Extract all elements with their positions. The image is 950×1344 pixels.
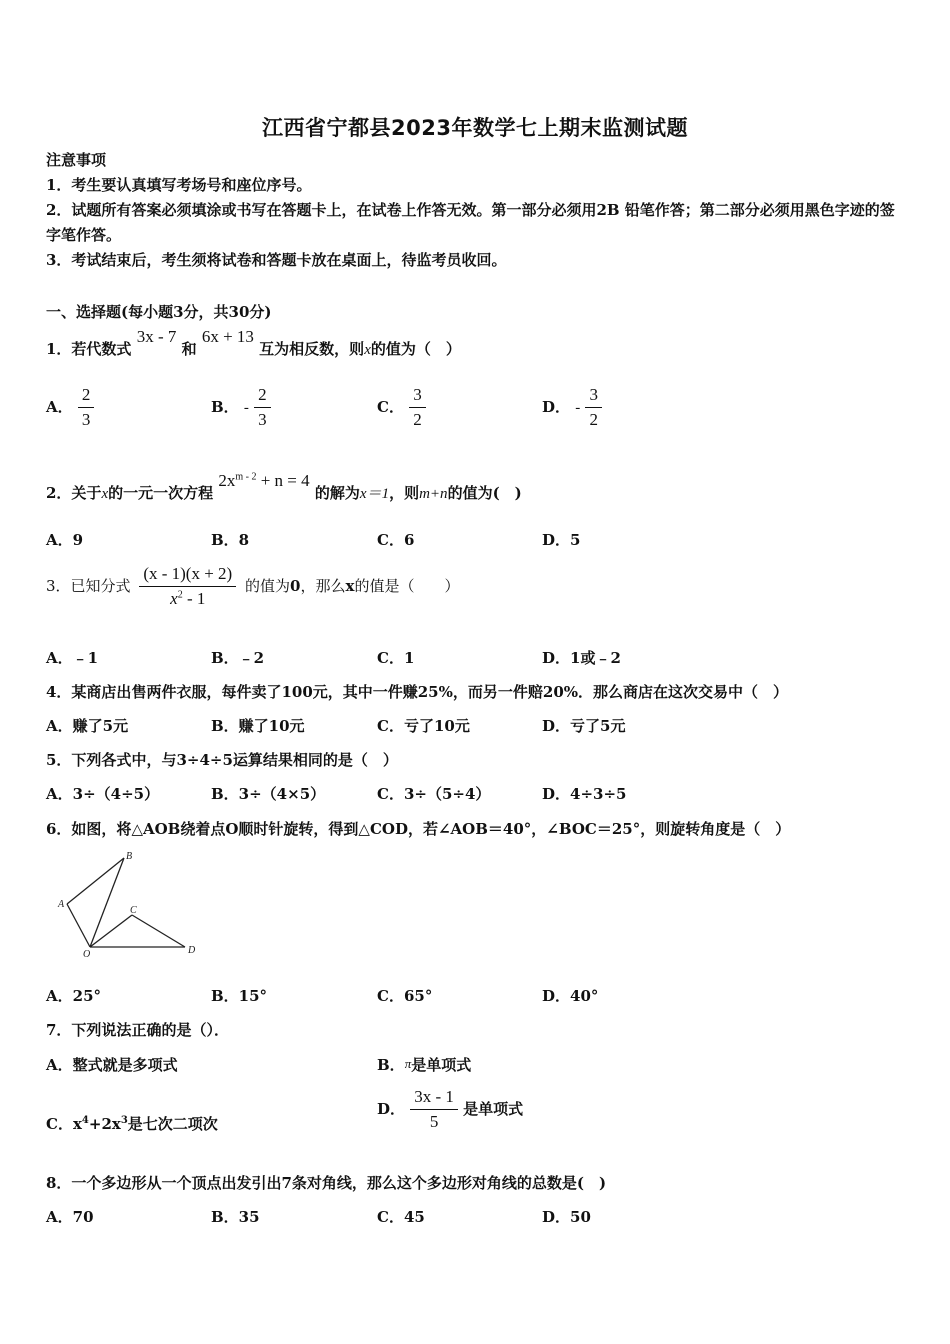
q2-prefix: 2．关于	[46, 484, 102, 502]
notice-section	[46, 148, 908, 273]
q6-option-c: C．65°	[377, 987, 433, 1005]
label-c: C	[130, 905, 137, 916]
q1-suffix-b: 的值为（ ）	[370, 340, 461, 358]
q7-c-label: C．	[46, 1115, 73, 1133]
q2-suffix-a: 的解为	[314, 484, 360, 502]
question-8-stem: 8．一个多边形从一个顶点出发引出7条对角线，那么这个多边形对角线的总数是( )	[46, 1174, 607, 1192]
q1-option-c	[377, 385, 426, 431]
q7-c-mid: +2x	[88, 1115, 121, 1133]
q3-zero: 0	[290, 576, 301, 595]
question-5-stem: 5．下列各式中，与3÷4÷5运算结果相同的是（ ）	[46, 751, 398, 769]
rotation-figure	[52, 850, 212, 962]
q4-option-b: B．赚了10元	[211, 717, 305, 735]
q7-d-num: 3x - 1	[414, 1087, 454, 1106]
page-title: 江西省宁都县2023年数学七上期末监测试题	[262, 116, 688, 140]
segment-cd	[132, 915, 185, 947]
q2-suffix-c: 的值为( )	[447, 484, 522, 502]
q7-option-a: A．整式就是多项式	[46, 1056, 178, 1074]
q2-equation	[218, 471, 309, 490]
q1-option-a	[46, 385, 94, 431]
q1-d-frac	[585, 385, 602, 431]
q1-b-den: 3	[254, 407, 271, 430]
q7-d-text: 是单项式	[463, 1099, 524, 1118]
question-2-stem	[46, 471, 522, 503]
q5-option-b: B．3÷（4×5）	[211, 785, 326, 803]
q3-x: x	[345, 576, 355, 595]
notice-heading: 注意事项	[46, 151, 107, 169]
q7-d-frac	[410, 1087, 458, 1133]
q3-fraction	[139, 564, 236, 610]
section-heading: 一、选择题(每小题3分，共30分)	[46, 303, 272, 321]
q3-den-base: x	[170, 589, 178, 609]
q1-d-sign: -	[575, 399, 581, 416]
q7-d-label: D．	[377, 1099, 406, 1118]
q6-option-d: D．40°	[542, 987, 599, 1005]
notice-item-2: 2．试题所有答案必须填涂或书写在答题卡上，在试卷上作答无效。第一部分必须用2B 铅笔作答；第二部分必须用黑色字迹的签字笔作答。	[46, 201, 895, 244]
q3-option-b: B．﹣2	[211, 649, 265, 667]
q1-b-label: B．	[211, 397, 239, 416]
q1-suffix-a: 互为相反数，则	[259, 340, 365, 358]
q7-option-b	[377, 1054, 471, 1075]
q1-a-den: 3	[78, 407, 95, 430]
q6-option-b: B．15°	[211, 987, 268, 1005]
q3-den-exp: 2	[177, 589, 183, 601]
q1-c-num: 3	[413, 385, 422, 404]
q3-suffix-c: 的值是（ ）	[354, 576, 460, 595]
q1-expr2: 6x + 13	[201, 327, 254, 346]
q2-option-c: C．6	[377, 531, 415, 549]
q5-option-d: D．4÷3÷5	[542, 785, 627, 803]
q8-option-b: B．35	[211, 1208, 260, 1226]
q2-option-b: B．8	[211, 531, 250, 549]
question-1-stem	[46, 327, 461, 359]
q4-option-c: C．亏了10元	[377, 717, 470, 735]
q1-prefix: 1．若代数式	[46, 340, 132, 358]
q3-option-c: C．1	[377, 649, 415, 667]
q3-suffix-b: ，那么	[300, 576, 346, 595]
q2-var: x	[101, 486, 109, 502]
q1-d-num: 3	[589, 385, 598, 404]
q7-option-c	[46, 1113, 218, 1134]
question-4-stem: 4．某商店出售两件衣服，每件卖了100元，其中一件赚25%，而另一件赔20%．那么商店在这次交易中（ ）	[46, 683, 789, 701]
q1-d-den: 2	[585, 407, 602, 430]
q1-expr1: 3x - 7	[136, 327, 177, 346]
q1-d-label: D．	[542, 397, 571, 416]
q3-option-a: A．﹣1	[46, 649, 99, 667]
q2-option-a: A．9	[46, 531, 84, 549]
question-7-stem: 7．下列说法正确的是（）．	[46, 1021, 229, 1039]
q3-den-rest: - 1	[182, 589, 206, 609]
q1-b-frac	[254, 385, 271, 431]
q3-num: (x - 1)(x + 2)	[143, 564, 233, 583]
q5-option-a: A．3÷（4÷5）	[46, 785, 160, 803]
q1-c-den: 2	[409, 407, 426, 430]
q2-option-d: D．5	[542, 531, 581, 549]
q3-option-d: D．1或﹣2	[542, 649, 621, 667]
pi-symbol: π	[404, 1056, 412, 1071]
question-6-stem: 6．如图，将△AOB绕着点O顺时针旋转，得到△COD，若∠AOB＝40°，∠BOC＝25°，则旋转角度是（ ）	[46, 820, 791, 838]
q5-option-c: C．3÷（5÷4）	[377, 785, 491, 803]
notice-item-1: 1．考生要认真填写考场号和座位序号。	[46, 176, 312, 194]
q4-option-d: D．亏了5元	[542, 717, 626, 735]
question-3-stem	[46, 564, 459, 610]
q3-prefix: 3．已知分式	[46, 576, 131, 595]
q1-c-frac	[409, 385, 426, 431]
label-o: O	[83, 949, 91, 960]
q2-eq-base: 2x	[218, 471, 236, 490]
q1-b-num: 2	[258, 385, 267, 404]
q8-option-c: C．45	[377, 1208, 425, 1226]
q1-a-label: A．	[46, 397, 73, 416]
segment-ao	[67, 904, 90, 947]
q2-solution: x＝1	[359, 486, 390, 502]
q8-option-d: D．50	[542, 1208, 591, 1226]
q7-b-text: 是单项式	[411, 1056, 472, 1074]
q7-c-text: 是七次二项次	[127, 1115, 218, 1133]
label-b: B	[126, 851, 133, 862]
q7-c-x1: x	[72, 1115, 82, 1133]
q2-mid: 的一元一次方程	[108, 484, 214, 502]
q3-suffix-a: 的值为	[245, 576, 291, 595]
q3-den	[139, 586, 236, 609]
q1-a-num: 2	[81, 385, 91, 404]
q2-eq-rest: + n = 4	[260, 471, 310, 490]
q7-c-exp2: 3	[120, 1115, 128, 1126]
q1-mid: 和	[181, 340, 197, 358]
q1-option-b	[211, 385, 271, 431]
q4-option-a: A．赚了5元	[46, 717, 129, 735]
q2-suffix-b: ，则	[389, 484, 420, 502]
q7-option-d	[377, 1087, 523, 1133]
q2-eq-exp: m - 2	[235, 471, 257, 483]
q7-b-label: B．	[377, 1056, 405, 1074]
q1-a-frac	[78, 385, 95, 431]
q7-c-exp1: 4	[81, 1115, 89, 1126]
label-a: A	[58, 899, 65, 910]
notice-item-3: 3．考试结束后，考生须将试卷和答题卡放在桌面上，待监考员收回。	[46, 251, 507, 269]
q6-option-a: A．25°	[46, 987, 102, 1005]
q7-d-den: 5	[410, 1109, 458, 1132]
q2-mn: m+n	[419, 486, 448, 502]
label-d: D	[188, 945, 196, 956]
q1-option-d	[542, 385, 602, 431]
q8-option-a: A．70	[46, 1208, 94, 1226]
q1-c-label: C．	[377, 397, 404, 416]
q1-b-sign: -	[243, 399, 249, 416]
q1-var: x	[364, 342, 371, 358]
